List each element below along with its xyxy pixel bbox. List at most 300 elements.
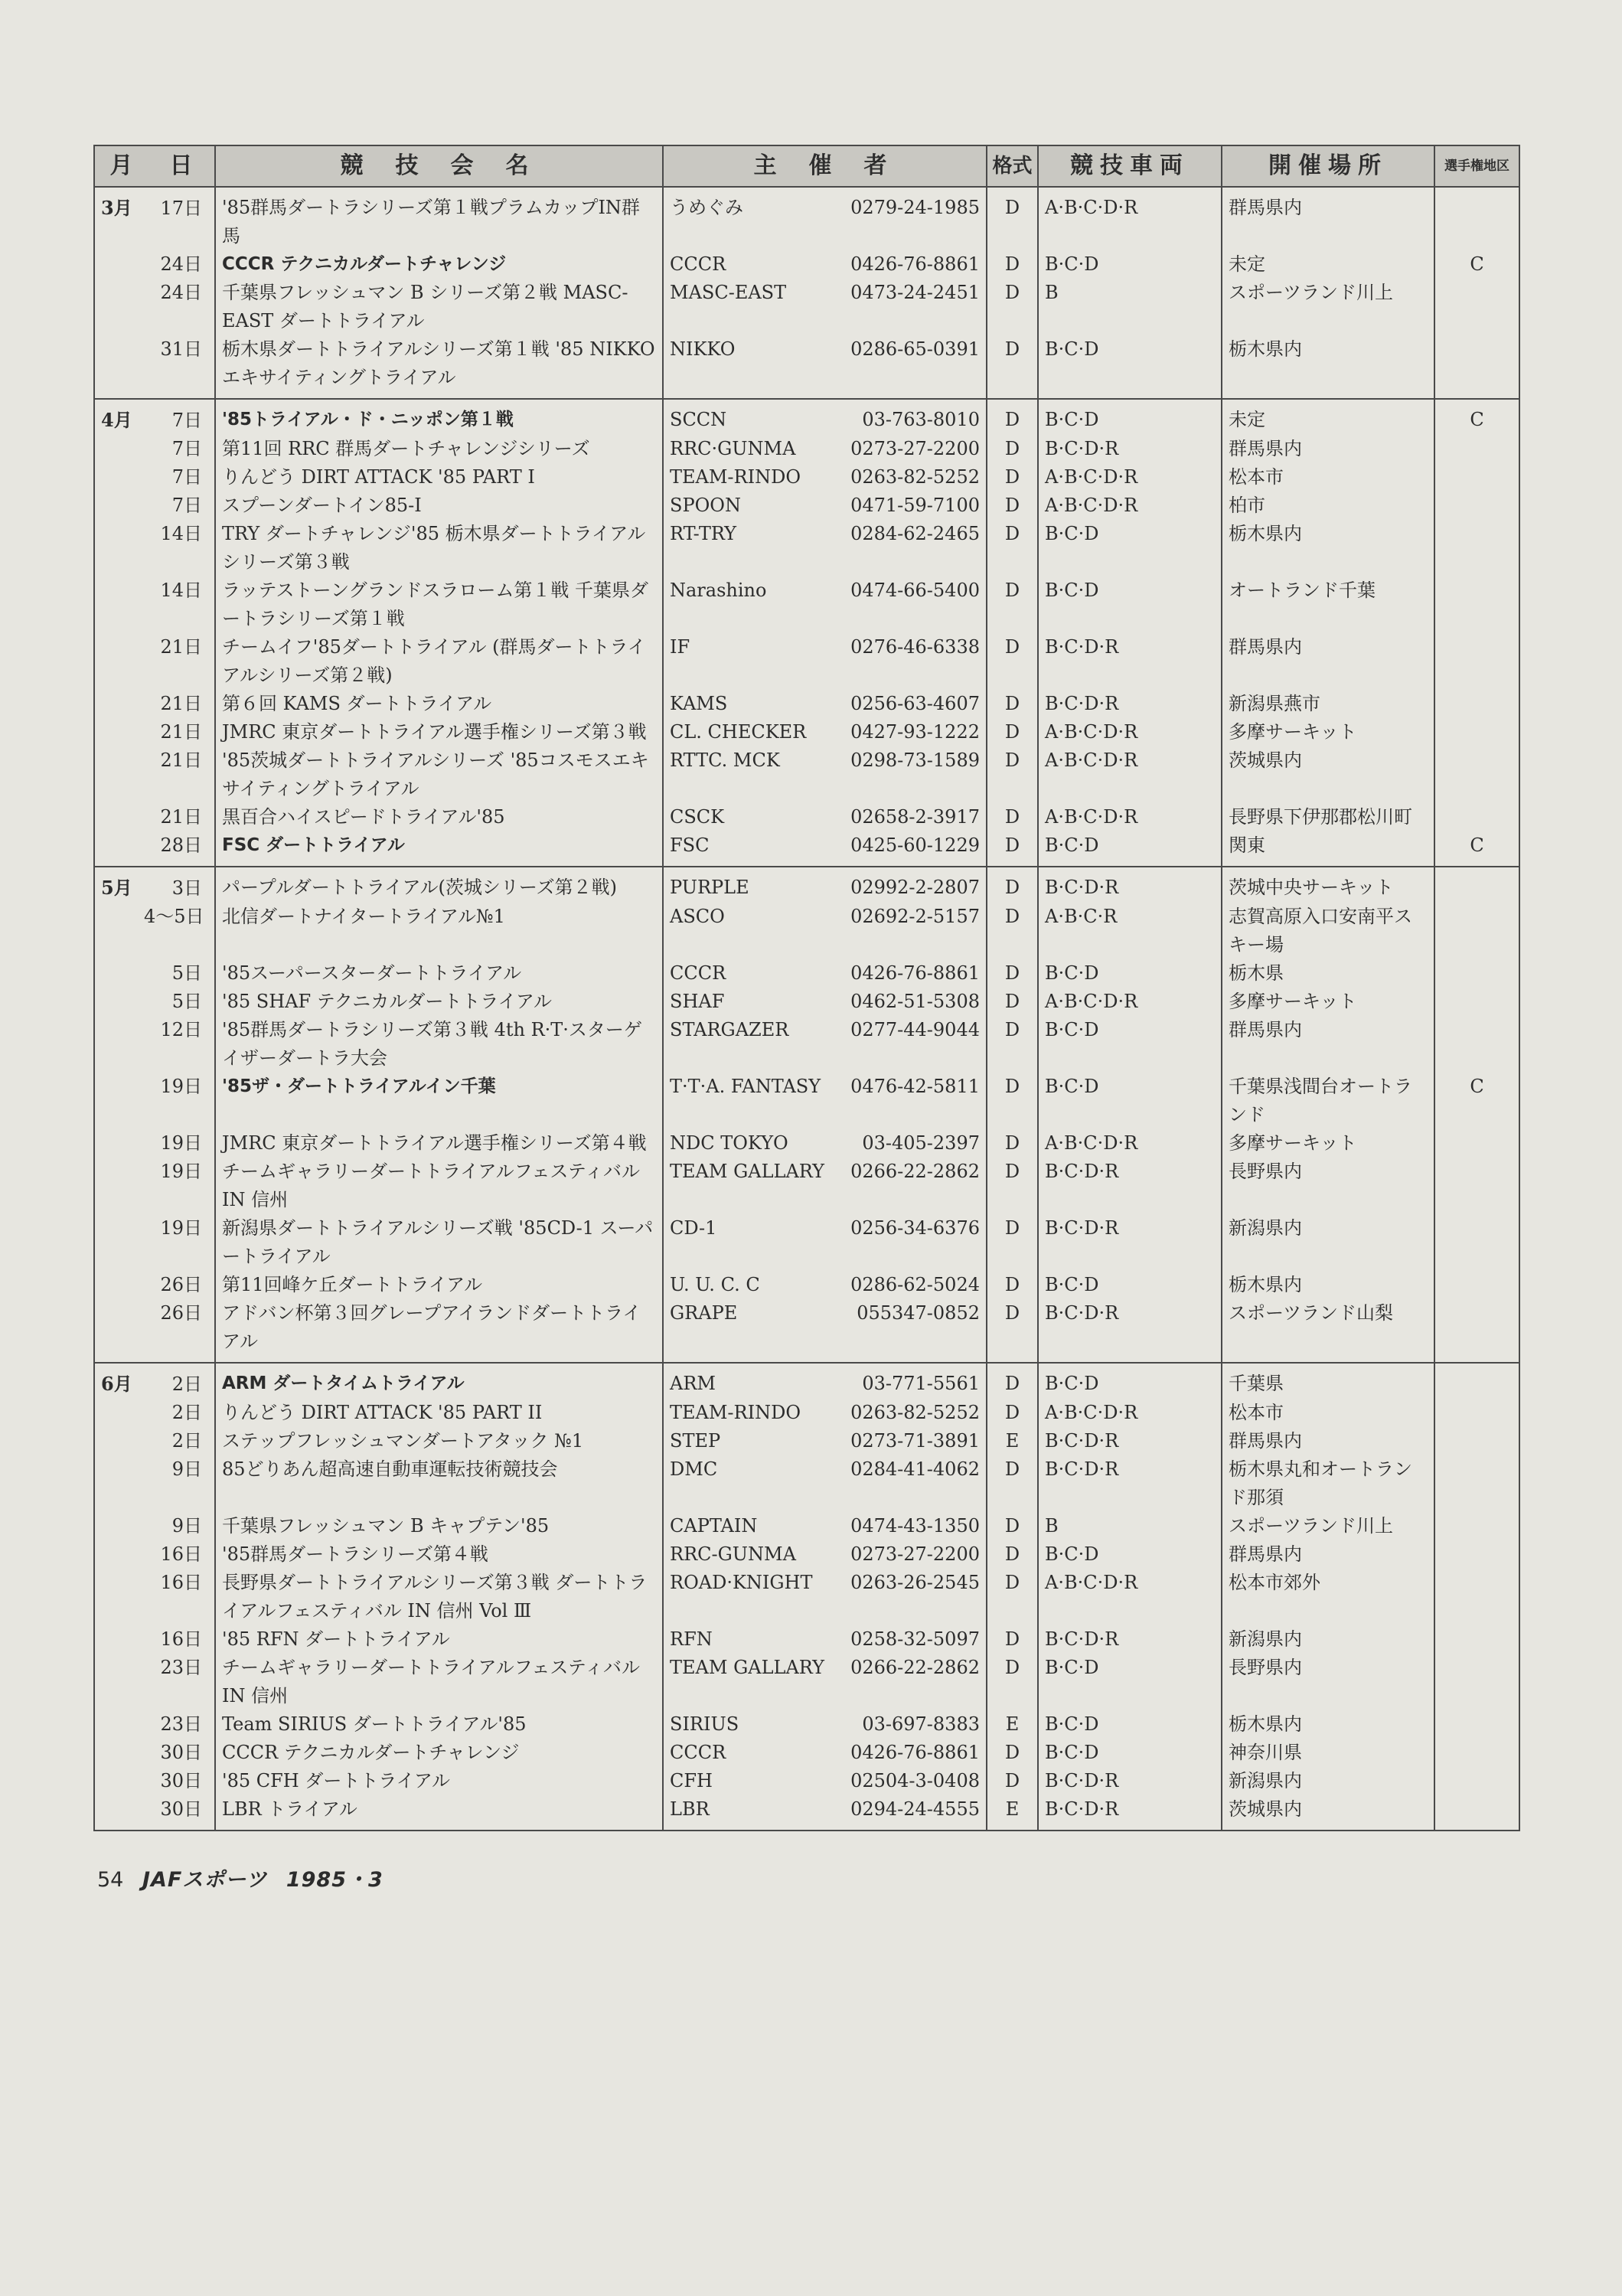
organizer-phone: 0276-46-6338 <box>850 636 980 658</box>
event-day: 23日 <box>160 1713 202 1735</box>
table-row <box>94 435 1519 463</box>
event-date-cell <box>94 335 215 399</box>
event-day: 31日 <box>160 338 202 360</box>
event-day: 2日 <box>171 1402 202 1423</box>
organizer-name: RRC-GUNMA <box>670 1543 796 1565</box>
vehicle-classes: B·C·D <box>1038 1363 1222 1399</box>
event-format: E <box>987 1710 1038 1739</box>
event-name: 85どりあん超高速自動車運転技術競技会 <box>215 1455 663 1512</box>
vehicle-classes: A·B·C·D·R <box>1038 492 1222 520</box>
month-group <box>94 1363 1519 1831</box>
organizer-cell <box>663 1073 987 1129</box>
organizer-name: SPOON <box>670 495 741 516</box>
event-name: りんどう DIRT ATTACK '85 PART II <box>215 1399 663 1427</box>
organizer-cell <box>663 1299 987 1363</box>
championship-area <box>1434 1455 1519 1512</box>
event-day: 17日 <box>160 198 202 219</box>
event-name: 長野県ダートトライアルシリーズ第３戦 ダートトライアルフェスティバル IN 信州 Vol Ⅲ <box>215 1569 663 1625</box>
table-row <box>94 1016 1519 1073</box>
event-venue: 松本市 <box>1222 1399 1434 1427</box>
event-name: ステップフレッシュマンダートアタック №1 <box>215 1427 663 1455</box>
organizer-cell <box>663 867 987 903</box>
event-date-cell <box>94 1795 215 1831</box>
organizer-phone: 0284-62-2465 <box>850 523 980 544</box>
event-date-cell <box>94 435 215 463</box>
championship-area <box>1434 1710 1519 1739</box>
event-venue: スポーツランド川上 <box>1222 279 1434 335</box>
event-date-cell <box>94 1363 215 1399</box>
event-day: 19日 <box>160 1076 202 1097</box>
vehicle-classes: B <box>1038 1512 1222 1540</box>
table-row <box>94 1512 1519 1540</box>
event-day: 21日 <box>160 721 202 743</box>
event-date-cell <box>94 746 215 803</box>
organizer-phone: 0266-22-2862 <box>850 1161 980 1182</box>
event-venue: 未定 <box>1222 250 1434 279</box>
vehicle-classes: B·C·D <box>1038 399 1222 435</box>
organizer-cell <box>663 1271 987 1299</box>
page-footer <box>97 1863 383 1893</box>
table-row <box>94 1427 1519 1455</box>
event-date-cell <box>94 803 215 831</box>
vehicle-classes: B·C·D <box>1038 959 1222 988</box>
organizer-cell <box>663 718 987 746</box>
event-venue: 千葉県 <box>1222 1363 1434 1399</box>
table-row <box>94 1625 1519 1654</box>
vehicle-classes: B·C·D <box>1038 576 1222 633</box>
table-row <box>94 1399 1519 1427</box>
vehicle-classes: A·B·C·D·R <box>1038 463 1222 492</box>
event-date-cell <box>94 399 215 435</box>
event-venue: 松本市 <box>1222 463 1434 492</box>
vehicle-classes: B·C·D·R <box>1038 435 1222 463</box>
table-row <box>94 1129 1519 1158</box>
magazine-title: JAFスポーツ <box>142 1868 268 1892</box>
event-day: 19日 <box>160 1217 202 1239</box>
table-row <box>94 1795 1519 1831</box>
organizer-cell <box>663 633 987 690</box>
month-group <box>94 187 1519 399</box>
organizer-phone: 0471-59-7100 <box>850 495 980 516</box>
event-date-cell <box>94 1271 215 1299</box>
event-day: 7日 <box>171 495 202 516</box>
vehicle-classes: B·C·D <box>1038 335 1222 399</box>
organizer-cell <box>663 250 987 279</box>
event-name: 北信ダートナイタートライアル№1 <box>215 903 663 959</box>
event-name: 第11回 RRC 群馬ダートチャレンジシリーズ <box>215 435 663 463</box>
event-name: '85群馬ダートラシリーズ第４戦 <box>215 1540 663 1569</box>
event-name: JMRC 東京ダートトライアル選手権シリーズ第３戦 <box>215 718 663 746</box>
event-format: D <box>987 1016 1038 1073</box>
event-name: 栃木県ダートトライアルシリーズ第１戦 '85 NIKKO エキサイティングトライアル <box>215 335 663 399</box>
championship-area <box>1434 1214 1519 1271</box>
event-format: D <box>987 463 1038 492</box>
event-format: D <box>987 867 1038 903</box>
event-venue: 栃木県内 <box>1222 335 1434 399</box>
event-venue: 茨城県内 <box>1222 1795 1434 1831</box>
organizer-name: RTTC. MCK <box>670 750 780 771</box>
organizer-name: SIRIUS <box>670 1713 739 1735</box>
vehicle-classes: B·C·D <box>1038 1016 1222 1073</box>
organizer-phone: 02504-3-0408 <box>850 1770 980 1791</box>
championship-area <box>1434 1129 1519 1158</box>
event-name: チームイフ'85ダートトライアル (群馬ダートトライアルシリーズ第２戦) <box>215 633 663 690</box>
organizer-phone: 0279-24-1985 <box>850 197 980 218</box>
event-format: D <box>987 399 1038 435</box>
championship-area <box>1434 1625 1519 1654</box>
event-name: アドバン杯第３回グレープアイランドダートトライアル <box>215 1299 663 1363</box>
organizer-name: FSC <box>670 834 710 856</box>
organizer-cell <box>663 435 987 463</box>
event-name: '85ザ・ダートトライアルイン千葉 <box>215 1073 663 1129</box>
table-row <box>94 1569 1519 1625</box>
organizer-name: STEP <box>670 1430 721 1452</box>
vehicle-classes: A·B·C·D·R <box>1038 746 1222 803</box>
organizer-cell <box>663 1512 987 1540</box>
event-name: '85群馬ダートラシリーズ第３戦 4th R·T·スターゲイザーダートラ大会 <box>215 1016 663 1073</box>
event-venue: 新潟県内 <box>1222 1625 1434 1654</box>
event-format: D <box>987 435 1038 463</box>
event-venue: 松本市郊外 <box>1222 1569 1434 1625</box>
event-date-cell <box>94 1427 215 1455</box>
organizer-phone: 02658-2-3917 <box>850 806 980 828</box>
event-format: D <box>987 1129 1038 1158</box>
organizer-cell <box>663 903 987 959</box>
event-day: 9日 <box>171 1515 202 1537</box>
event-date-cell <box>94 1129 215 1158</box>
event-date-cell <box>94 959 215 988</box>
event-name: FSC ダートトライアル <box>215 831 663 867</box>
event-date-cell <box>94 1512 215 1540</box>
event-format: D <box>987 988 1038 1016</box>
event-format: E <box>987 1795 1038 1831</box>
organizer-name: NIKKO <box>670 338 736 360</box>
vehicle-classes: B·C·D·R <box>1038 1158 1222 1214</box>
event-venue: スポーツランド山梨 <box>1222 1299 1434 1363</box>
event-date-cell <box>94 1073 215 1129</box>
organizer-cell <box>663 1540 987 1569</box>
vehicle-classes: A·B·C·D·R <box>1038 988 1222 1016</box>
organizer-phone: 0286-65-0391 <box>850 338 980 360</box>
organizer-cell <box>663 1214 987 1271</box>
organizer-phone: 0476-42-5811 <box>850 1076 980 1097</box>
organizer-phone: 0474-43-1350 <box>850 1515 980 1537</box>
event-format: D <box>987 335 1038 399</box>
championship-area <box>1434 520 1519 576</box>
vehicle-classes: A·B·C·D·R <box>1038 718 1222 746</box>
event-format: D <box>987 1399 1038 1427</box>
organizer-cell <box>663 399 987 435</box>
event-date-cell <box>94 831 215 867</box>
organizer-phone: 0256-63-4607 <box>850 693 980 714</box>
event-format: D <box>987 1455 1038 1512</box>
event-day: 16日 <box>160 1543 202 1565</box>
event-format: D <box>987 1540 1038 1569</box>
event-venue: 多摩サーキット <box>1222 718 1434 746</box>
event-day: 26日 <box>160 1302 202 1324</box>
event-format: D <box>987 690 1038 718</box>
event-venue: 群馬県内 <box>1222 1016 1434 1073</box>
vehicle-classes: A·B·C·D·R <box>1038 187 1222 250</box>
event-name: '85スーパースターダートトライアル <box>215 959 663 988</box>
event-venue: 多摩サーキット <box>1222 988 1434 1016</box>
event-venue: 栃木県丸和オートランド那須 <box>1222 1455 1434 1512</box>
table-row <box>94 335 1519 399</box>
event-format: D <box>987 831 1038 867</box>
event-name: LBR トライアル <box>215 1795 663 1831</box>
event-venue: 柏市 <box>1222 492 1434 520</box>
organizer-phone: 02992-2-2807 <box>850 877 980 898</box>
event-date-cell <box>94 903 215 959</box>
event-date-cell <box>94 1158 215 1214</box>
event-name: チームギャラリーダートトライアルフェスティバル IN 信州 <box>215 1654 663 1710</box>
event-month: 5月 <box>101 877 132 899</box>
organizer-phone: 0298-73-1589 <box>850 750 980 771</box>
event-name: ARM ダートタイムトライアル <box>215 1363 663 1399</box>
event-venue: 栃木県内 <box>1222 520 1434 576</box>
organizer-cell <box>663 746 987 803</box>
event-day: 7日 <box>171 466 202 488</box>
organizer-cell <box>663 576 987 633</box>
event-day: 7日 <box>171 410 202 431</box>
header-vehicles: 競技車両 <box>1038 145 1222 187</box>
table-row <box>94 1073 1519 1129</box>
vehicle-classes: B·C·D·R <box>1038 1625 1222 1654</box>
event-format: D <box>987 903 1038 959</box>
event-date-cell <box>94 250 215 279</box>
event-format: D <box>987 718 1038 746</box>
event-name: 第６回 KAMS ダートトライアル <box>215 690 663 718</box>
championship-area <box>1434 633 1519 690</box>
organizer-name: KAMS <box>670 693 728 714</box>
organizer-name: うめぐみ <box>670 197 743 218</box>
championship-area <box>1434 1569 1519 1625</box>
organizer-cell <box>663 492 987 520</box>
organizer-phone: 0266-22-2862 <box>850 1657 980 1678</box>
vehicle-classes: B·C·D <box>1038 520 1222 576</box>
vehicle-classes: B·C·D <box>1038 1271 1222 1299</box>
event-venue: 茨城県内 <box>1222 746 1434 803</box>
event-day: 21日 <box>160 750 202 771</box>
table-row <box>94 831 1519 867</box>
organizer-phone: 0294-24-4555 <box>850 1798 980 1820</box>
table-row <box>94 1540 1519 1569</box>
event-venue: 長野県内 <box>1222 1158 1434 1214</box>
event-format: D <box>987 1767 1038 1795</box>
championship-area <box>1434 959 1519 988</box>
organizer-name: CL. CHECKER <box>670 721 807 743</box>
vehicle-classes: B·C·D <box>1038 1710 1222 1739</box>
championship-area: C <box>1434 831 1519 867</box>
organizer-name: RT-TRY <box>670 523 736 544</box>
event-day: 21日 <box>160 806 202 828</box>
organizer-phone: 0263-82-5252 <box>850 1402 980 1423</box>
event-name: ラッテストーングランドスラローム第１戦 千葉県ダートラシリーズ第１戦 <box>215 576 663 633</box>
table-row <box>94 1158 1519 1214</box>
event-day: 24日 <box>160 282 202 303</box>
organizer-cell <box>663 1767 987 1795</box>
vehicle-classes: B·C·D·R <box>1038 1455 1222 1512</box>
event-month: 4月 <box>101 409 132 431</box>
vehicle-classes: B <box>1038 279 1222 335</box>
championship-area <box>1434 463 1519 492</box>
organizer-name: CAPTAIN <box>670 1515 758 1537</box>
event-format: D <box>987 250 1038 279</box>
organizer-name: TEAM-RINDO <box>670 1402 801 1423</box>
event-day: 16日 <box>160 1572 202 1593</box>
event-day: 24日 <box>160 253 202 275</box>
event-day: 30日 <box>160 1770 202 1791</box>
table-header <box>94 145 1519 187</box>
championship-area <box>1434 1271 1519 1299</box>
organizer-cell <box>663 187 987 250</box>
organizer-cell <box>663 1569 987 1625</box>
header-organizer: 主催者 <box>663 145 987 187</box>
event-venue: 群馬県内 <box>1222 435 1434 463</box>
event-date-cell <box>94 1767 215 1795</box>
organizer-name: CCCR <box>670 1742 726 1763</box>
vehicle-classes: B·C·D·R <box>1038 690 1222 718</box>
event-venue: スポーツランド川上 <box>1222 1512 1434 1540</box>
event-schedule-table <box>93 145 1520 1831</box>
event-name: 千葉県フレッシュマン B シリーズ第２戦 MASC-EAST ダートトライアル <box>215 279 663 335</box>
event-day: 26日 <box>160 1274 202 1295</box>
table-row <box>94 903 1519 959</box>
organizer-phone: 0263-26-2545 <box>850 1572 980 1593</box>
organizer-name: RRC·GUNMA <box>670 438 796 459</box>
event-day: 21日 <box>160 693 202 714</box>
organizer-phone: 0286-62-5024 <box>850 1274 980 1295</box>
organizer-name: DMC <box>670 1458 718 1480</box>
organizer-cell <box>663 803 987 831</box>
organizer-phone: 0256-34-6376 <box>850 1217 980 1239</box>
organizer-name: ARM <box>670 1373 716 1394</box>
table-row <box>94 1363 1519 1399</box>
championship-area <box>1434 690 1519 718</box>
header-date: 月 日 <box>94 145 215 187</box>
event-venue: 関東 <box>1222 831 1434 867</box>
table-row <box>94 1271 1519 1299</box>
table-row <box>94 1739 1519 1767</box>
event-venue: 群馬県内 <box>1222 633 1434 690</box>
event-format: D <box>987 633 1038 690</box>
organizer-cell <box>663 1016 987 1073</box>
event-day: 14日 <box>160 580 202 601</box>
event-format: D <box>987 803 1038 831</box>
organizer-cell <box>663 1455 987 1512</box>
event-date-cell <box>94 576 215 633</box>
event-month: 6月 <box>101 1373 132 1395</box>
table-row <box>94 1767 1519 1795</box>
vehicle-classes: B·C·D·R <box>1038 867 1222 903</box>
organizer-name: LBR <box>670 1798 710 1820</box>
organizer-name: CD-1 <box>670 1217 717 1239</box>
organizer-name: CCCR <box>670 962 726 984</box>
organizer-cell <box>663 335 987 399</box>
event-day: 30日 <box>160 1798 202 1820</box>
organizer-phone: 055347-0852 <box>857 1302 980 1324</box>
event-format: D <box>987 959 1038 988</box>
event-format: D <box>987 1363 1038 1399</box>
event-date-cell <box>94 1569 215 1625</box>
table-row <box>94 187 1519 250</box>
event-name: 千葉県フレッシュマン B キャプテン'85 <box>215 1512 663 1540</box>
organizer-name: NDC TOKYO <box>670 1132 788 1154</box>
organizer-name: CSCK <box>670 806 725 828</box>
vehicle-classes: B·C·D·R <box>1038 633 1222 690</box>
event-date-cell <box>94 1399 215 1427</box>
table-row <box>94 988 1519 1016</box>
event-format: D <box>987 1271 1038 1299</box>
event-format: D <box>987 1625 1038 1654</box>
issue-number: 1985・3 <box>286 1868 383 1892</box>
championship-area: C <box>1434 250 1519 279</box>
event-date-cell <box>94 633 215 690</box>
organizer-cell <box>663 279 987 335</box>
organizer-name: ROAD·KNIGHT <box>670 1572 813 1593</box>
organizer-name: TEAM GALLARY <box>670 1161 824 1182</box>
event-date-cell <box>94 492 215 520</box>
event-name: TRY ダートチャレンジ'85 栃木県ダートトライアルシリーズ第３戦 <box>215 520 663 576</box>
event-day: 7日 <box>171 438 202 459</box>
table-row <box>94 1455 1519 1512</box>
event-date-cell <box>94 867 215 903</box>
event-date-cell <box>94 1016 215 1073</box>
event-date-cell <box>94 1455 215 1512</box>
championship-area <box>1434 1540 1519 1569</box>
header-venue: 開催場所 <box>1222 145 1434 187</box>
event-name: Team SIRIUS ダートトライアル'85 <box>215 1710 663 1739</box>
championship-area <box>1434 718 1519 746</box>
vehicle-classes: B·C·D <box>1038 1654 1222 1710</box>
event-venue: 茨城中央サーキット <box>1222 867 1434 903</box>
event-day: 9日 <box>171 1458 202 1480</box>
event-venue: 栃木県 <box>1222 959 1434 988</box>
header-event-name: 競技会名 <box>215 145 663 187</box>
championship-area <box>1434 435 1519 463</box>
vehicle-classes: B·C·D·R <box>1038 1795 1222 1831</box>
organizer-cell <box>663 690 987 718</box>
organizer-name: CCCR <box>670 253 726 275</box>
event-venue: 未定 <box>1222 399 1434 435</box>
event-venue: 長野県内 <box>1222 1654 1434 1710</box>
event-date-cell <box>94 1214 215 1271</box>
organizer-phone: 0277-44-9044 <box>850 1019 980 1040</box>
vehicle-classes: A·B·C·D·R <box>1038 803 1222 831</box>
event-format: D <box>987 1739 1038 1767</box>
organizer-name: TEAM-RINDO <box>670 466 801 488</box>
organizer-name: STARGAZER <box>670 1019 789 1040</box>
vehicle-classes: B·C·D·R <box>1038 1767 1222 1795</box>
event-day: 2日 <box>171 1373 202 1395</box>
event-venue: 千葉県浅間台オートランド <box>1222 1073 1434 1129</box>
event-month: 3月 <box>101 197 132 219</box>
event-date-cell <box>94 1710 215 1739</box>
event-day: 12日 <box>160 1019 202 1040</box>
event-venue: 新潟県内 <box>1222 1214 1434 1271</box>
event-name: '85 RFN ダートトライアル <box>215 1625 663 1654</box>
organizer-name: T·T·A. FANTASY <box>670 1076 821 1097</box>
vehicle-classes: A·B·C·R <box>1038 903 1222 959</box>
event-date-cell <box>94 187 215 250</box>
event-date-cell <box>94 718 215 746</box>
event-date-cell <box>94 988 215 1016</box>
organizer-cell <box>663 1710 987 1739</box>
organizer-phone: 0474-66-5400 <box>850 580 980 601</box>
event-format: D <box>987 1158 1038 1214</box>
event-venue: 長野県下伊那郡松川町 <box>1222 803 1434 831</box>
championship-area <box>1434 1299 1519 1363</box>
